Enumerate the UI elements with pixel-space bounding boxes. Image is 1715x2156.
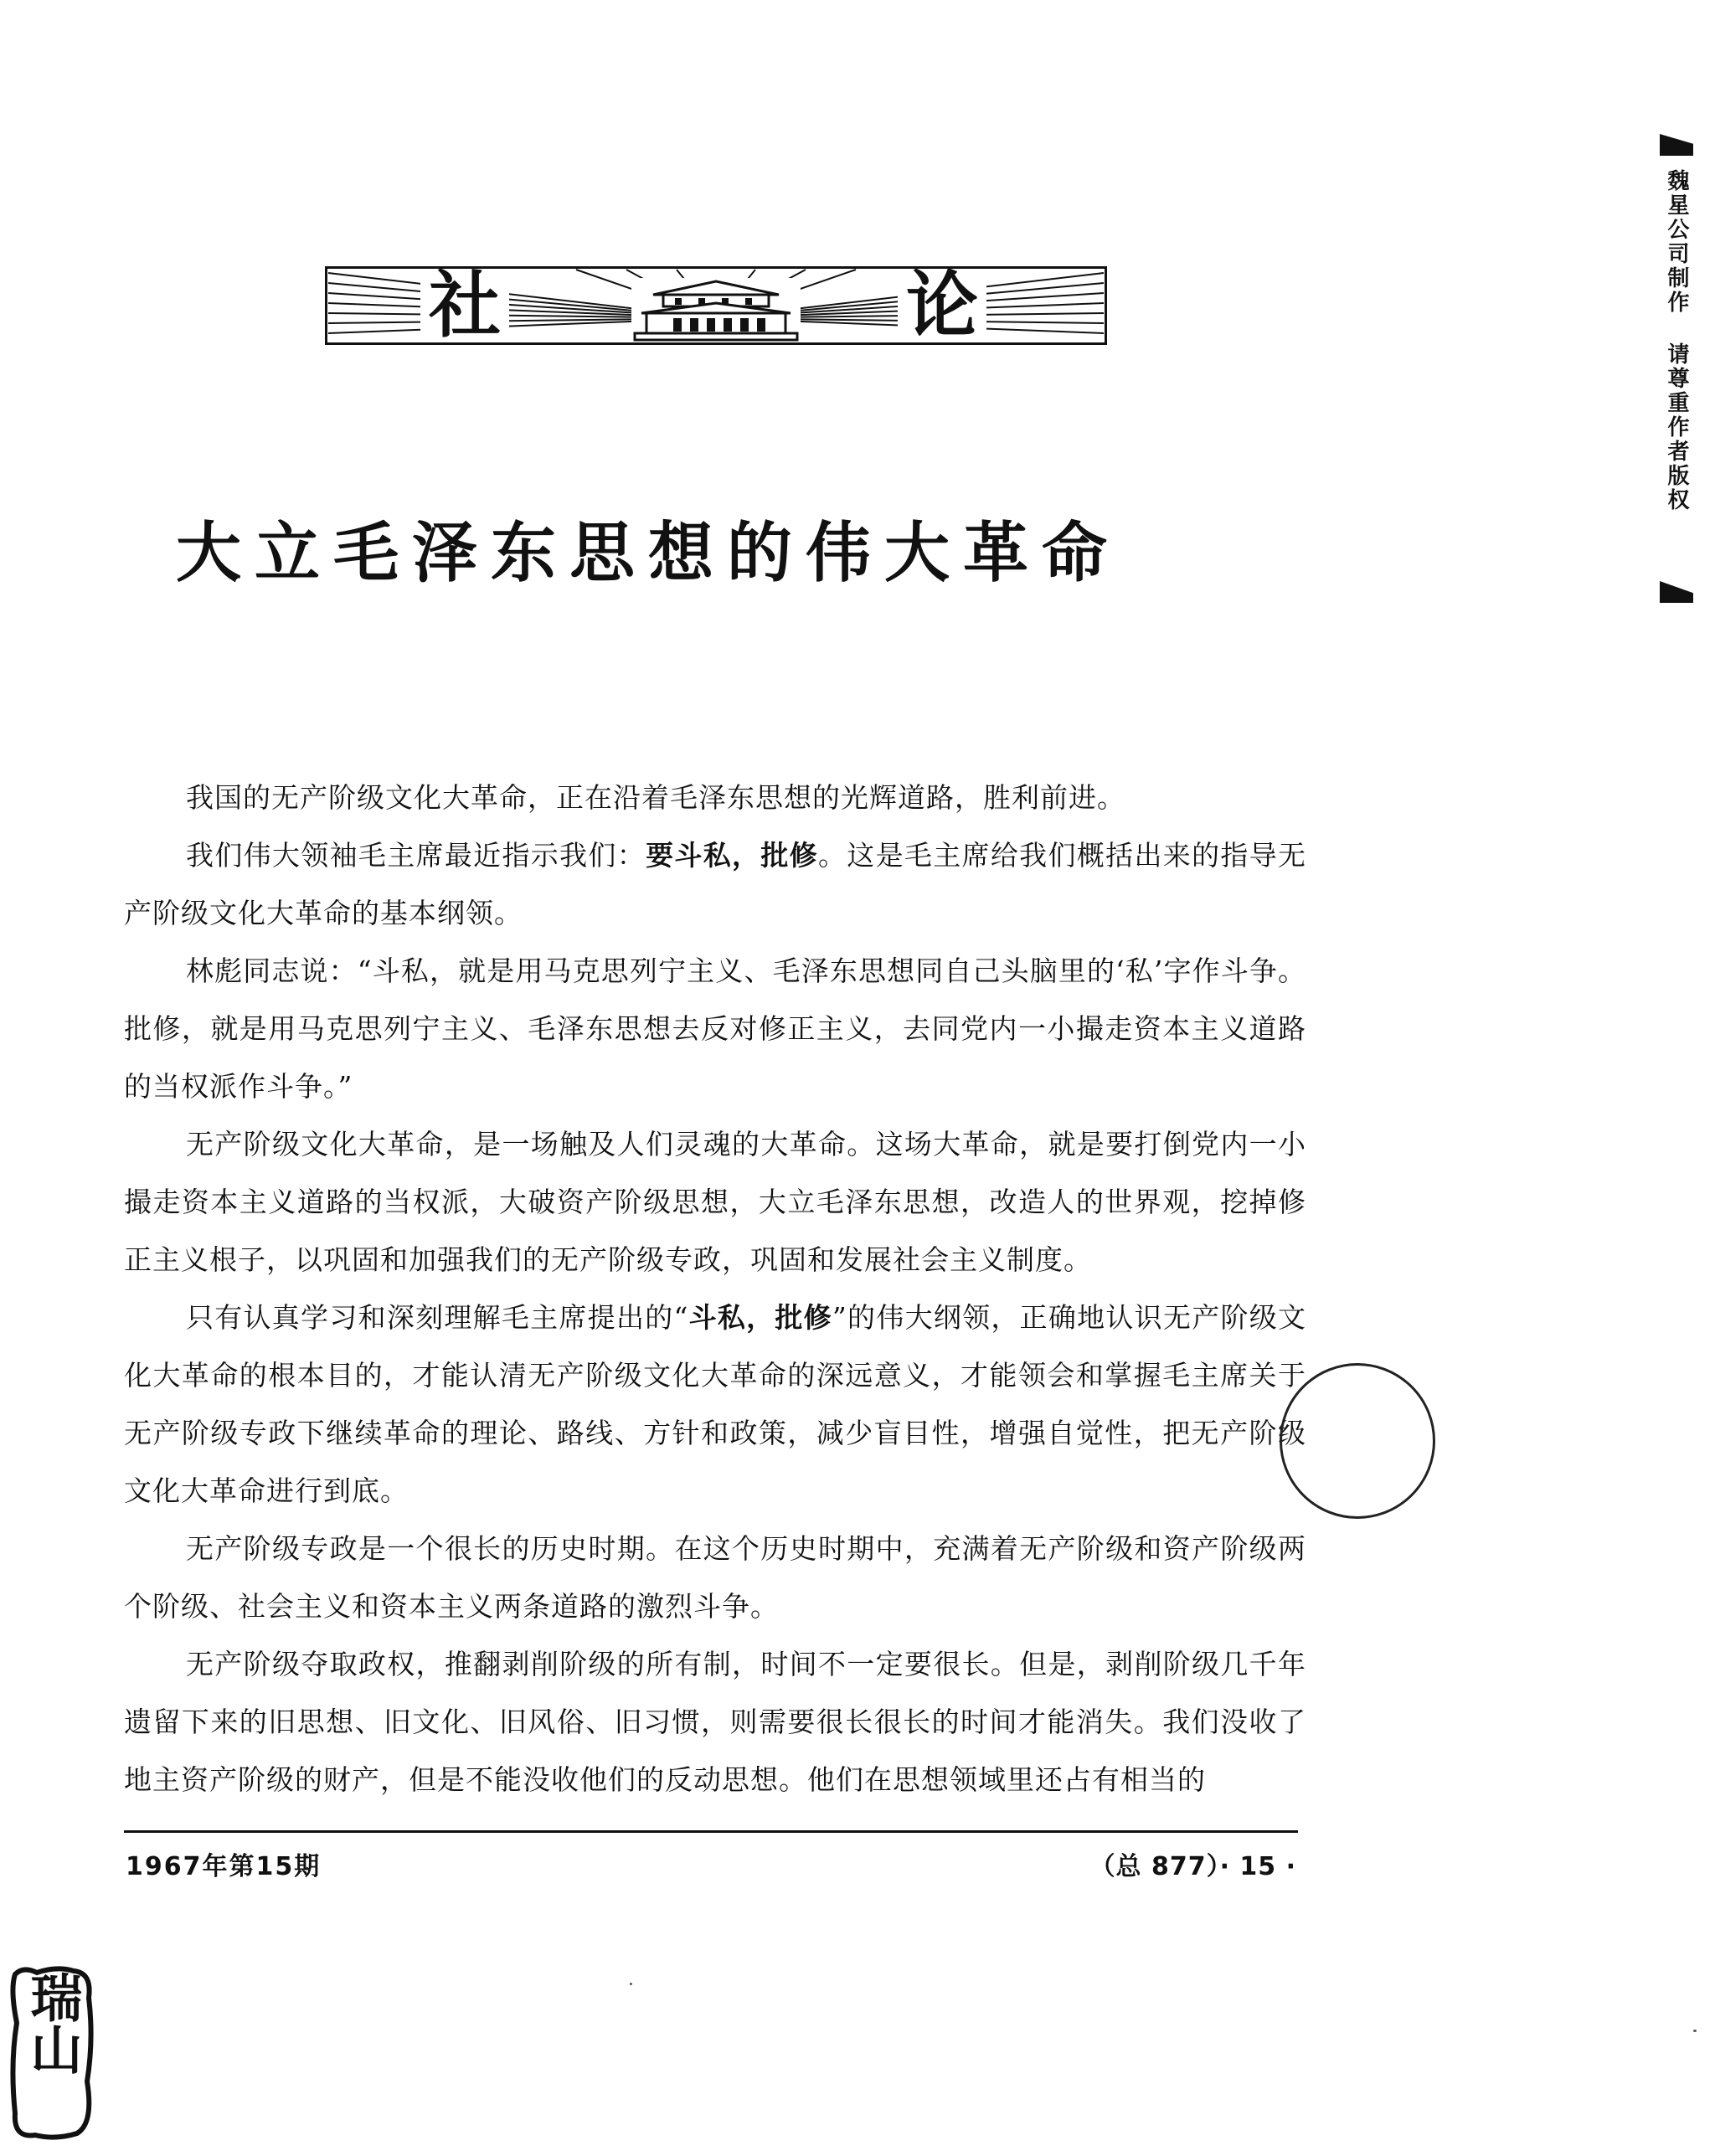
- article-body: [124, 769, 1306, 1809]
- scan-speck: [1693, 2030, 1697, 2032]
- paragraph-text: 我国的无产阶级文化大革命，正在沿着毛泽东思想的光辉道路，胜利前进。: [186, 781, 1125, 814]
- strip-top-marker: [1660, 134, 1693, 156]
- emphasis-text: 斗私，批修: [688, 1301, 832, 1334]
- paragraph-text: 我们伟大领袖毛主席最近指示我们：: [186, 839, 646, 872]
- paragraph-text: 只有认真学习和深刻理解毛主席提出的“: [186, 1301, 689, 1334]
- seal-stamp: [7, 1964, 97, 2142]
- paragraph: [124, 1115, 1306, 1289]
- strip-bottom-marker: [1660, 581, 1693, 603]
- banner-char-right: 论: [898, 271, 986, 340]
- scan-speck: [630, 1983, 632, 1985]
- paragraph-text: 无产阶级文化大革命，是一场触及人们灵魂的大革命。这场大革命，就是要打倒党内一小撮走资本主义道路的当权派，大破资产阶级思想，大立毛泽东思想，改造人的世界观，挖掉修正主义根子，以巩固和加强我们的无产阶级专政，巩固和发展社会主义制度。: [124, 1128, 1306, 1276]
- copyright-strip: [1656, 134, 1703, 603]
- paragraph: [124, 1635, 1306, 1809]
- seal-text: 瑞山: [22, 1971, 83, 2075]
- paragraph-text: 无产阶级专政是一个很长的历史时期。在这个历史时期中，充满着无产阶级和资产阶级两个阶级、社会主义和资本主义两条道路的激烈斗争。: [124, 1532, 1306, 1623]
- paragraph: [124, 1289, 1306, 1520]
- article-title: 大立毛泽东思想的伟大革命: [176, 516, 1121, 591]
- editorial-banner: [325, 266, 1107, 345]
- paragraph: [124, 826, 1306, 942]
- page-number: （总 877）· 15 ·: [1089, 1852, 1296, 1881]
- paragraph-text: ”的伟大纲领，正确地认识无产阶级文化大革命的根本目的，才能认清无产阶级文化大革命的深远意义，才能领会和掌握毛主席关于无产阶级专政下继续革命的理论、路线、方针和政策，减少盲目性，增强自觉性，把无产阶级文化大革命进行到底。: [124, 1301, 1306, 1507]
- paragraph: [124, 769, 1306, 826]
- binding-hole-circle: [1280, 1363, 1435, 1519]
- paragraph-text: 。这是毛主席给我们概括出来的指导无产阶级文化大革命的基本纲领。: [124, 839, 1307, 929]
- copyright-text: 魏星公司制作 请尊重作者版权: [1664, 169, 1689, 512]
- footer-rule: [124, 1830, 1298, 1833]
- paragraph: [124, 1520, 1306, 1635]
- banner-char-left: 社: [420, 271, 509, 340]
- paragraph-text: 无产阶级夺取政权，推翻剥削阶级的所有制，时间不一定要很长。但是，剥削阶级几千年遗留下来的旧思想、旧文化、旧风俗、旧习惯，则需要很长很长的时间才能消失。我们没收了地主资产阶级的财产，但是不能没收他们的反动思想。他们在思想领域里还占有相当的: [124, 1648, 1306, 1796]
- tiananmen-gate-icon: [631, 278, 801, 342]
- issue-label: 1967年第15期: [126, 1852, 322, 1881]
- paragraph: [124, 942, 1306, 1115]
- emphasis-text: 要斗私，批修: [646, 839, 818, 872]
- paragraph-text: 林彪同志说：“斗私，就是用马克思列宁主义、毛泽东思想同自己头脑里的‘私’字作斗争。批修，就是用马克思列宁主义、毛泽东思想去反对修正主义，去同党内一小撮走资本主义道路的当权派作斗争。”: [124, 955, 1306, 1103]
